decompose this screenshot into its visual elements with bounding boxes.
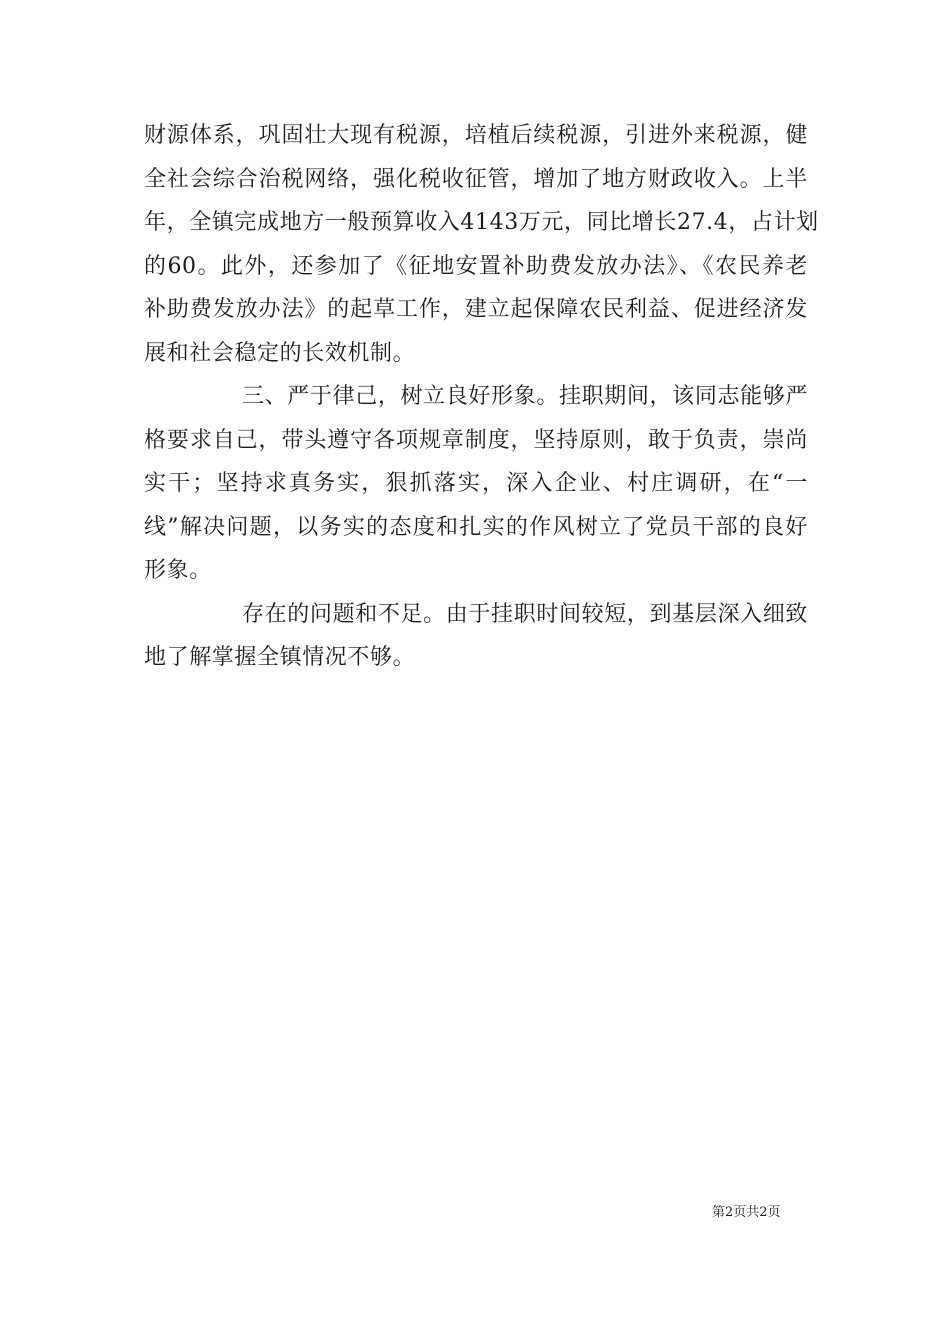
text-line: 展和社会稳定的长效机制。 <box>144 340 416 366</box>
page-number-footer: 第2页共2页 <box>712 1205 781 1220</box>
text-line: 年，全镇完成地方一般预算收入4143万元，同比增长27.4，占计划 <box>144 210 819 235</box>
text-line: 全社会综合治税网络，强化税收征管，增加了地方财政收入。上半 <box>144 166 808 192</box>
text-line: 形象。 <box>144 558 212 583</box>
text-line: 实干；坚持求真务实，狠抓落实，深入企业、村庄调研，在“一 <box>144 471 808 496</box>
text-line: 财源体系，巩固壮大现有税源，培植后续税源，引进外来税源，健 <box>144 123 808 148</box>
text-line: 补助费发放办法》的起草工作，建立起保障农民利益、促进经济发 <box>144 297 808 322</box>
text-line: 线”解决问题，以务实的态度和扎实的作风树立了党员干部的良好 <box>144 514 808 540</box>
text-line: 格要求自己，带头遵守各项规章制度，坚持原则，敢于负责，崇尚 <box>144 427 808 453</box>
text-line: 地了解掌握全镇情况不够。 <box>144 645 416 670</box>
text-line: 的60。此外，还参加了《征地安置补助费发放办法》、《农民养老 <box>144 253 808 279</box>
section-three-heading-line: 三、严于律己，树立良好形象。挂职期间，该同志能够严 <box>242 384 808 409</box>
issues-heading-line: 存在的问题和不足。由于挂职时间较短，到基层深入细致 <box>242 601 808 627</box>
document-body <box>144 114 819 680</box>
